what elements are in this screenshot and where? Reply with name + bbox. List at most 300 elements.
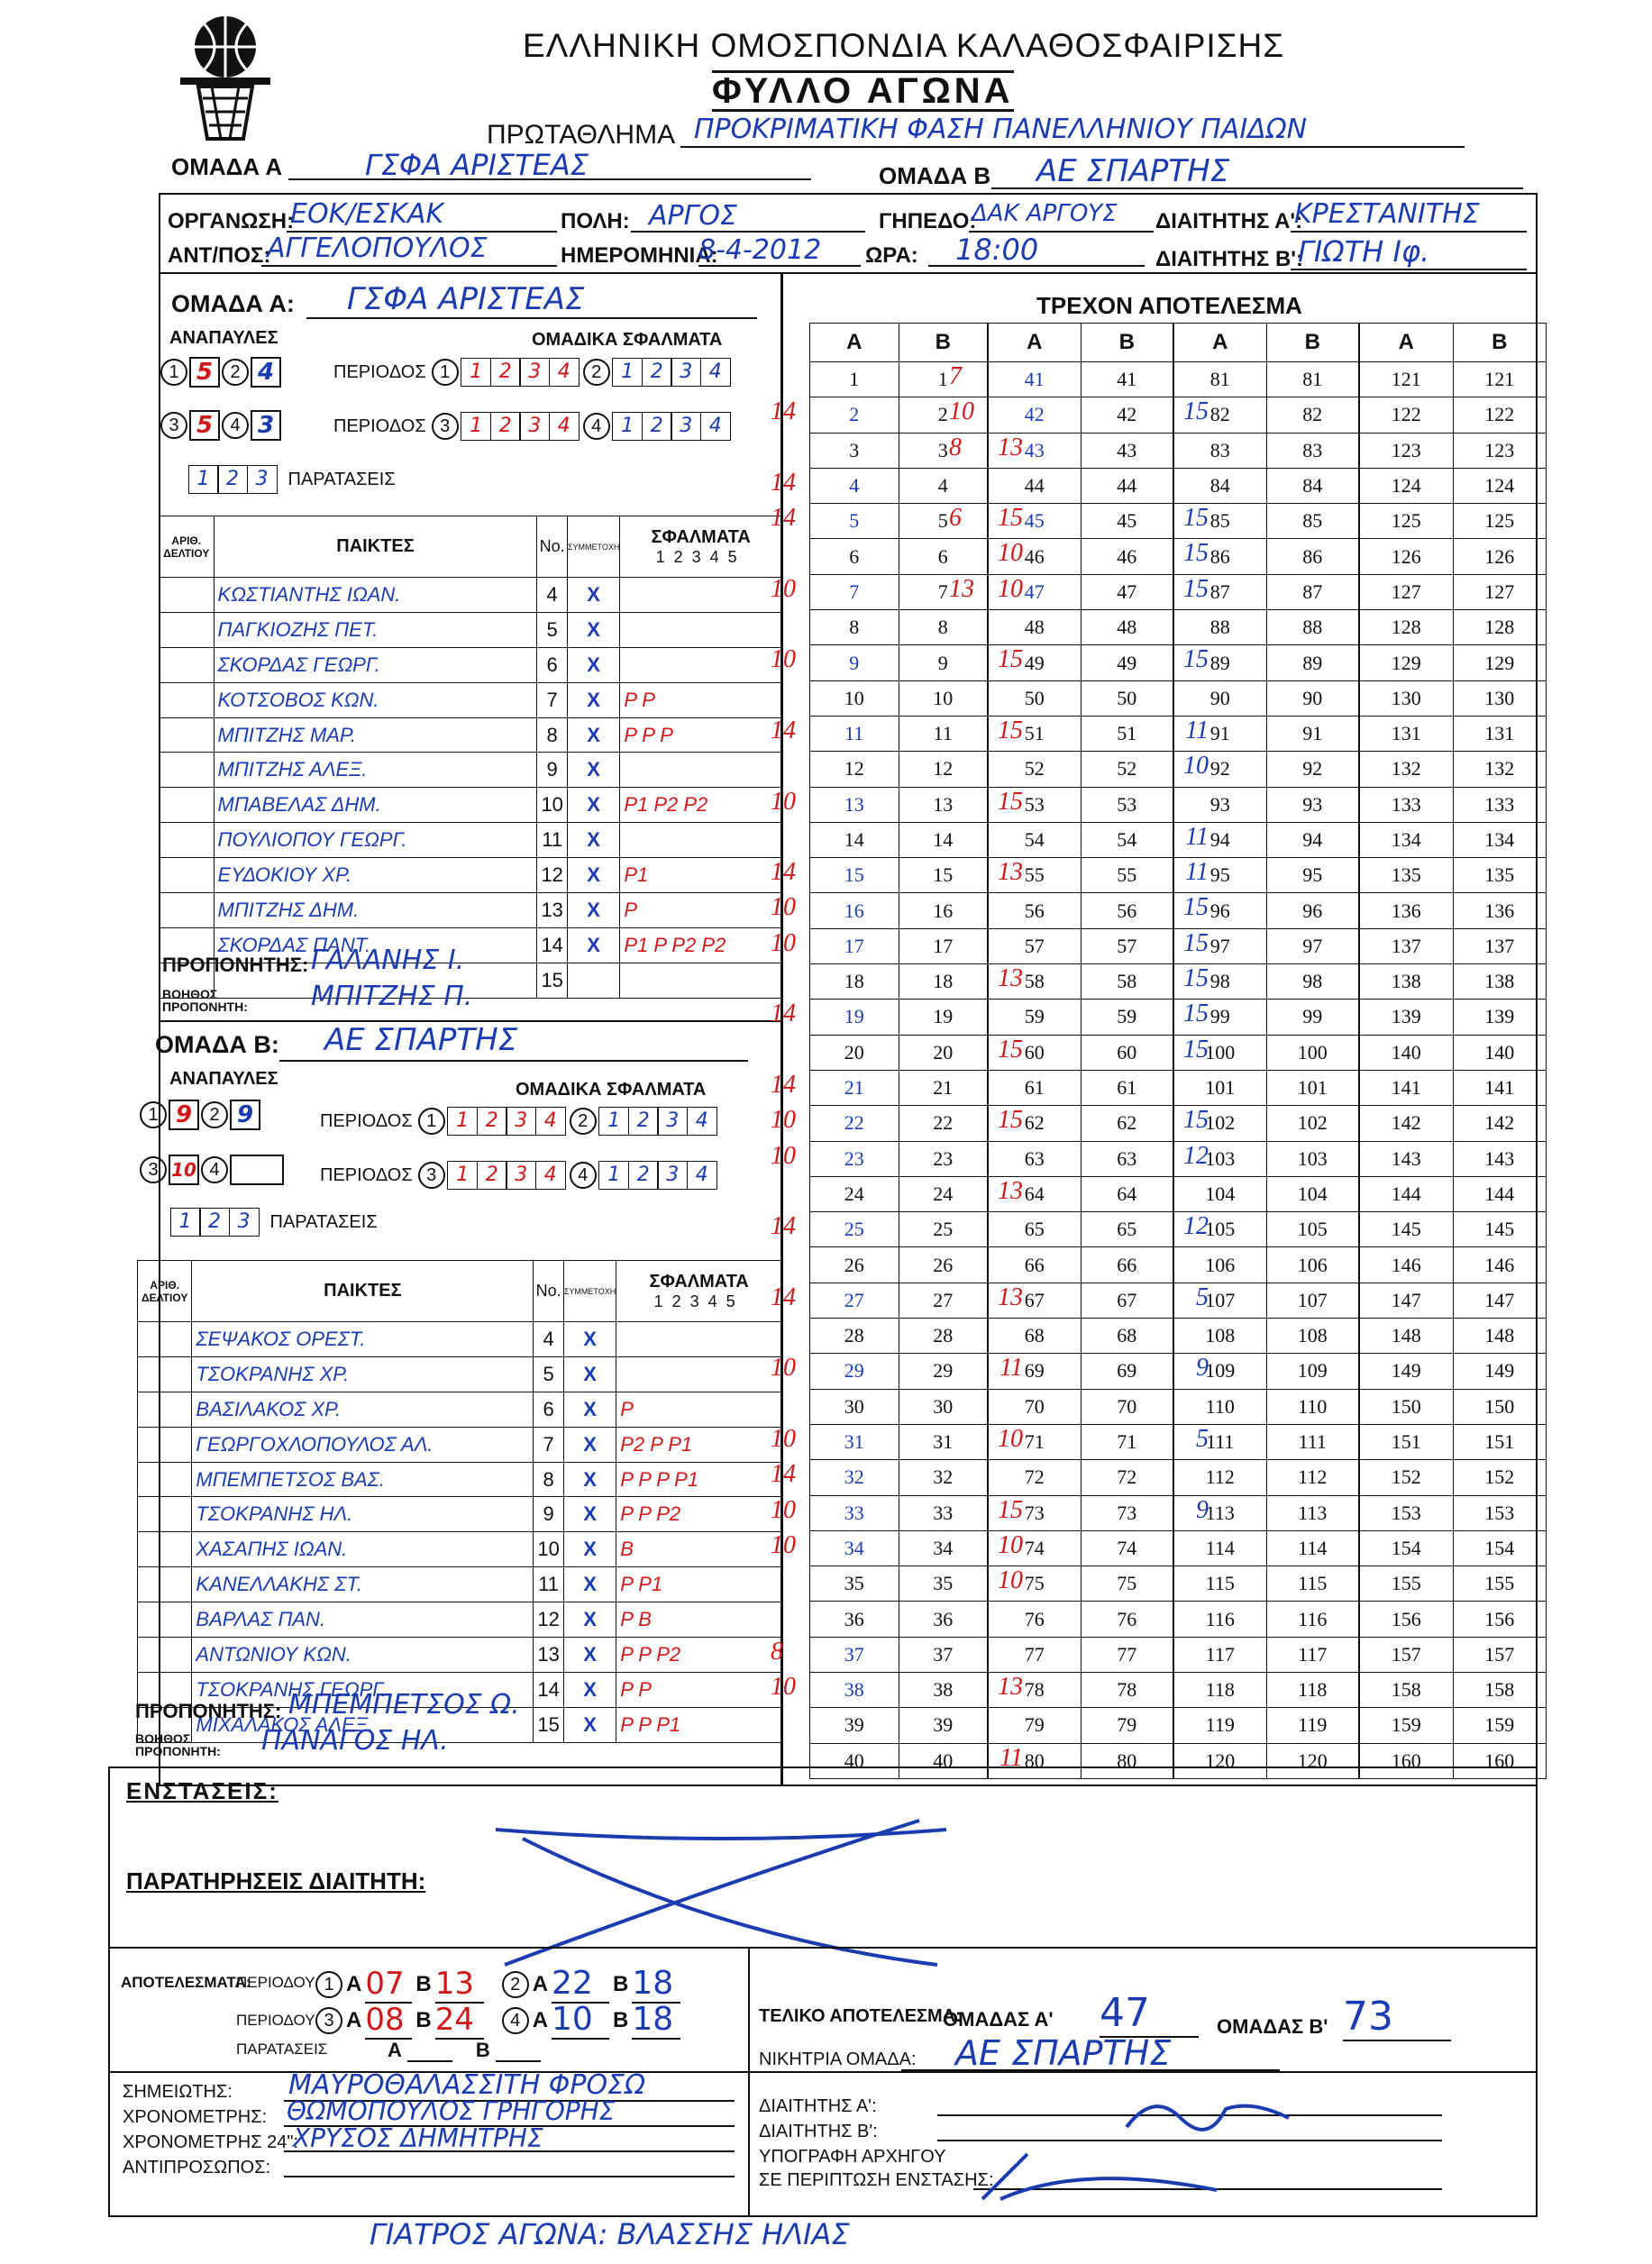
score-cell-b: 106	[1266, 1247, 1359, 1283]
score-row	[1174, 858, 1359, 893]
score-cell-a: 148	[1360, 1319, 1454, 1354]
score-cell-b: 26	[899, 1247, 988, 1283]
score-cell-a: 22 10	[810, 1106, 899, 1141]
participation-mark: X	[567, 682, 619, 717]
player-name: ΜΠΙΤΖΗΣ ΑΛΕΞ.	[214, 753, 537, 788]
score-cell-a: 129	[1360, 645, 1454, 680]
score-cell-a: 38 10	[810, 1672, 899, 1707]
score-cell-a: 25 14	[810, 1212, 899, 1247]
championship-label: ΠΡΩΤΑΘΛΗΜΑ	[487, 120, 676, 150]
score-row	[1360, 1424, 1547, 1459]
player-number: 9	[534, 1497, 563, 1532]
score-cell-b: 87	[1266, 574, 1359, 609]
scorer-player-number: 10	[771, 1424, 796, 1453]
score-row	[1360, 1319, 1547, 1354]
score-row	[989, 928, 1173, 963]
team-b-value: ΑΕ ΣΠΑΡΤΗΣ	[1036, 153, 1230, 189]
score-cell-a: 86	[1174, 539, 1267, 574]
score-cell-a: 10	[810, 680, 899, 716]
score-cell-a: 85	[1174, 504, 1267, 539]
score-cell-a: 67	[989, 1283, 1082, 1318]
player-name: ΓΕΩΡΓΟΧΛΟΠΟΥΛΟΣ ΑΛ.	[192, 1427, 534, 1462]
score-row	[1174, 1672, 1359, 1707]
score-cell-a: 19 14	[810, 1000, 899, 1035]
score-cell-b: 42 15	[1081, 397, 1173, 433]
table-row	[138, 1602, 782, 1638]
score-cell-b: 111	[1266, 1424, 1359, 1459]
score-cell-b: 2	[899, 397, 988, 433]
score-row	[989, 1106, 1173, 1141]
scorer-player-number: 15	[1183, 397, 1209, 426]
player-number: 4	[534, 1322, 563, 1357]
scorer-player-number: 15	[998, 787, 1023, 816]
score-cell-a: 116	[1174, 1602, 1267, 1637]
participation-mark: X	[563, 1356, 616, 1392]
score-cell-a: 47 13	[989, 574, 1082, 609]
score-row	[1174, 964, 1359, 1000]
score-cell-b: 157	[1453, 1637, 1547, 1672]
score-cell-a: 3	[810, 433, 899, 468]
player-number: 8	[537, 717, 567, 753]
scorer-player-number: 10	[771, 1354, 796, 1383]
score-cell-a: 93	[1174, 787, 1267, 822]
scorer-player-number: 13	[998, 1176, 1023, 1205]
score-row	[989, 1070, 1173, 1105]
score-row	[810, 1283, 988, 1318]
referee-signature	[1118, 2082, 1298, 2145]
score-cell-b: 33 15	[899, 1495, 988, 1530]
player-name: ΜΠΑΒΕΛΑΣ ΔΗΜ.	[214, 788, 537, 823]
score-cell-a: 69	[989, 1354, 1082, 1389]
score-row	[1174, 1708, 1359, 1743]
score-cell-a: 107	[1174, 1283, 1267, 1318]
score-row	[1174, 433, 1359, 468]
score-row	[1360, 964, 1547, 1000]
score-col-a-header: Α	[1174, 324, 1267, 362]
team-b-assistant-label: ΒΟΗΘΟΣ ΠΡΟΠΟΝΗΤΗ:	[135, 1731, 221, 1758]
organization-label: ΟΡΓΑΝΩΣΗ:	[168, 209, 295, 233]
score-row	[1174, 1106, 1359, 1141]
score-cell-a: 114	[1174, 1530, 1267, 1566]
score-row	[1360, 362, 1547, 397]
score-cell-b: 29 11	[899, 1354, 988, 1389]
scorer-player-number: 15	[1183, 574, 1209, 603]
scorer-player-number: 8	[949, 433, 962, 461]
scorer-player-number: 5	[1196, 1424, 1209, 1453]
score-cell-b: 55 11	[1081, 858, 1173, 893]
player-fouls: P1 P P2 P2	[620, 927, 782, 963]
date-value: 8-4-2012	[698, 234, 822, 266]
player-name: ΧΑΣΑΠΗΣ ΙΩΑΝ.	[192, 1532, 534, 1567]
score-row	[1360, 539, 1547, 574]
score-cell-b: 37	[899, 1637, 988, 1672]
captain-sign-label: ΥΠΟΓΡΑΦΗ ΑΡΧΗΓΟΥ	[759, 2147, 946, 2167]
scorer-player-number: 13	[998, 964, 1023, 993]
license-cell	[138, 1322, 192, 1357]
score-col-a-header: Α	[810, 324, 899, 362]
table-row	[138, 1392, 782, 1427]
score-cell-a: 70	[989, 1389, 1082, 1424]
table-row	[160, 578, 782, 613]
score-cell-b: 8	[899, 610, 988, 645]
score-row	[989, 539, 1173, 574]
scorer-player-number: 13	[998, 1283, 1023, 1311]
score-row	[810, 787, 988, 822]
score-cell-b: 79	[1081, 1708, 1173, 1743]
score-cell-a: 62	[989, 1106, 1082, 1141]
score-row	[810, 1106, 988, 1141]
player-number: 13	[534, 1638, 563, 1673]
score-cell-a: 8	[810, 610, 899, 645]
score-cell-b: 62 15	[1081, 1106, 1173, 1141]
score-cell-a: 141	[1360, 1070, 1454, 1105]
score-row	[810, 1530, 988, 1566]
score-cell-b: 71 5	[1081, 1424, 1173, 1459]
table-row	[160, 788, 782, 823]
player-fouls: P	[620, 893, 782, 928]
score-row	[1174, 1000, 1359, 1035]
scorer-player-number: 14	[771, 1283, 796, 1311]
score-cell-a: 139	[1360, 1000, 1454, 1035]
score-cell-b: 19	[899, 1000, 988, 1035]
score-row	[1360, 1106, 1547, 1141]
score-cell-a: 105	[1174, 1212, 1267, 1247]
license-cell	[138, 1567, 192, 1602]
score-row	[1174, 1566, 1359, 1602]
score-cell-b: 10	[899, 680, 988, 716]
score-row	[989, 468, 1173, 503]
score-cell-a: 1	[810, 362, 899, 397]
team-b-team-fouls-p12: ΠΕΡΙΟΔΟΣ 1 1 2 3 4 2 1 2 3 4	[320, 1107, 717, 1136]
score-cell-b: 135	[1453, 858, 1547, 893]
player-fouls: B	[616, 1532, 782, 1567]
score-cell-a: 146	[1360, 1247, 1454, 1283]
player-number: 13	[537, 893, 567, 928]
player-fouls: P1 P2 P2	[620, 788, 782, 823]
table-row	[160, 717, 782, 753]
score-cell-a: 115	[1174, 1566, 1267, 1602]
score-cell-a: 89	[1174, 645, 1267, 680]
score-cell-a: 149	[1360, 1354, 1454, 1389]
score-cell-a: 123	[1360, 433, 1454, 468]
final-team-a-label: ΟΜΑΔΑΣ Α'	[943, 2008, 1054, 2031]
score-row	[989, 752, 1173, 787]
score-cell-b: 81	[1266, 362, 1359, 397]
score-cell-b: 38 13	[899, 1672, 988, 1707]
score-cell-a: 97	[1174, 928, 1267, 963]
player-fouls	[620, 578, 782, 613]
city-value: ΑΡΓΟΣ	[649, 200, 737, 232]
score-row	[1360, 1247, 1547, 1283]
captain-signature	[973, 2145, 1226, 2208]
score-cell-a: 48	[989, 610, 1082, 645]
scorer-player-number: 14	[771, 716, 796, 744]
scorer-label: ΣΗΜΕΙΩΤΗΣ:	[123, 2082, 233, 2102]
score-cell-a: 87	[1174, 574, 1267, 609]
score-cell-b: 133	[1453, 787, 1547, 822]
score-row	[989, 1637, 1173, 1672]
score-row	[810, 928, 988, 963]
score-cell-a: 82	[1174, 397, 1267, 433]
federation-logo	[171, 13, 279, 143]
player-fouls	[620, 963, 782, 998]
table-row	[160, 612, 782, 647]
score-cell-a: 158	[1360, 1672, 1454, 1707]
player-fouls: P P P2	[616, 1638, 782, 1673]
timeout-value: 9	[230, 1100, 260, 1130]
team-a-coach-label: ΠΡΟΠΟΝΗΤΗΣ:	[162, 954, 309, 976]
score-cell-b: 85	[1266, 504, 1359, 539]
score-cell-b: 52 10	[1081, 752, 1173, 787]
col-no: No.	[534, 1261, 563, 1322]
participation-mark: X	[567, 893, 619, 928]
score-cell-a: 49	[989, 645, 1082, 680]
score-cell-b: 44	[1081, 468, 1173, 503]
final-score-label: ΤΕΛΙΚΟ ΑΠΟΤΕΛΕΣΜΑ:	[759, 2006, 962, 2026]
score-cell-a: 44	[989, 468, 1082, 503]
team-a-team-fouls-p12: ΠΕΡΙΟΔΟΣ 1 1 2 3 4 2 1 2 3 4	[333, 358, 731, 387]
score-cell-b: 150	[1453, 1389, 1547, 1424]
score-row	[810, 680, 988, 716]
score-row	[1360, 504, 1547, 539]
table-row	[138, 1427, 782, 1462]
results-period-label-2: ΠΕΡΙΟΔΟΥ	[236, 2012, 315, 2029]
score-row	[810, 1212, 988, 1247]
participation-mark: X	[563, 1392, 616, 1427]
score-row	[1174, 822, 1359, 857]
license-cell	[138, 1638, 192, 1673]
team-b-team-fouls-p34: ΠΕΡΙΟΔΟΣ 3 1 2 3 4 4 1 2 3 4	[320, 1161, 717, 1190]
license-cell	[160, 753, 214, 788]
score-row	[1174, 1495, 1359, 1530]
results-overtime-label: ΠΑΡΑΤΑΣΕΙΣ	[236, 2040, 328, 2058]
score-row	[1174, 787, 1359, 822]
score-cell-a: 122	[1360, 397, 1454, 433]
score-cell-a: 133	[1360, 787, 1454, 822]
score-cell-b: 80	[1081, 1743, 1173, 1778]
score-row	[989, 1602, 1173, 1637]
score-cell-a: 125	[1360, 504, 1454, 539]
score-row	[1174, 1460, 1359, 1495]
score-cell-a: 79	[989, 1708, 1082, 1743]
score-cell-a: 33 10	[810, 1495, 899, 1530]
player-number: 15	[534, 1707, 563, 1742]
participation-mark: X	[567, 823, 619, 858]
table-row	[160, 823, 782, 858]
date-label: ΗΜΕΡΟΜΗΝΙΑ:	[561, 243, 718, 268]
score-row	[1360, 1389, 1547, 1424]
col-players: ΠΑΙΚΤΕΣ	[192, 1261, 534, 1322]
score-cell-b: 82	[1266, 397, 1359, 433]
scorer-player-number: 14	[771, 1460, 796, 1489]
scorer-player-number: 10	[771, 574, 796, 603]
scorer-player-number: 10	[771, 1672, 796, 1701]
table-row	[138, 1532, 782, 1567]
participation-mark	[567, 963, 619, 998]
score-cell-b: 115	[1266, 1566, 1359, 1602]
player-number: 10	[537, 788, 567, 823]
running-score-title: ΤΡΕΧΟΝ ΑΠΟΤΕΛΕΣΜΑ	[1036, 292, 1302, 319]
scorer-player-number: 14	[771, 1212, 796, 1241]
score-cell-b: 77	[1081, 1637, 1173, 1672]
score-cell-b: 129	[1453, 645, 1547, 680]
period-2-b-score: 18	[632, 1965, 680, 2004]
score-row	[989, 645, 1173, 680]
player-name: ΤΣΟΚΡΑΝΗΣ ΗΛ.	[192, 1497, 534, 1532]
score-cell-a: 127	[1360, 574, 1454, 609]
score-cell-b: 16	[899, 893, 988, 928]
score-cell-b: 149	[1453, 1354, 1547, 1389]
scorer-player-number: 15	[998, 716, 1023, 744]
score-cell-b: 21	[899, 1070, 988, 1105]
participation-mark: X	[563, 1322, 616, 1357]
score-row	[989, 397, 1173, 433]
scorer-player-number: 15	[1183, 645, 1209, 674]
score-cell-b: 65 12	[1081, 1212, 1173, 1247]
score-row	[1360, 1070, 1547, 1105]
score-row	[1360, 752, 1547, 787]
participation-mark: X	[563, 1672, 616, 1707]
score-cell-b: 68	[1081, 1319, 1173, 1354]
score-row	[1360, 1495, 1547, 1530]
timeout-value: 5	[189, 357, 220, 388]
score-cell-b: 49 15	[1081, 645, 1173, 680]
scorer-player-number: 10	[771, 1141, 796, 1170]
score-cell-a: 18	[810, 964, 899, 1000]
score-row	[1360, 1035, 1547, 1070]
period-1-b-score: 13	[435, 1966, 484, 2004]
scorer-player-number: 13	[949, 574, 974, 603]
score-cell-a: 73	[989, 1495, 1082, 1530]
score-cell-b: 92	[1266, 752, 1359, 787]
score-row	[1360, 1176, 1547, 1211]
score-cell-a: 150	[1360, 1389, 1454, 1424]
player-fouls: P P1	[616, 1567, 782, 1602]
score-cell-b: 78	[1081, 1672, 1173, 1707]
score-row	[989, 1176, 1173, 1211]
license-cell	[138, 1462, 192, 1497]
score-row	[1174, 1637, 1359, 1672]
score-cell-b: 73 9	[1081, 1495, 1173, 1530]
score-cell-b: 22 15	[899, 1106, 988, 1141]
player-name: ΜΠΕΜΠΕΤΣΟΣ ΒΑΣ.	[192, 1462, 534, 1497]
score-row	[1174, 1283, 1359, 1318]
score-row	[810, 1637, 988, 1672]
participation-mark: X	[563, 1707, 616, 1742]
player-fouls: P P P	[620, 717, 782, 753]
player-name: ΜΠΙΤΖΗΣ ΔΗΜ.	[214, 893, 537, 928]
score-col-b-header: Β	[1453, 324, 1547, 362]
score-cell-b: 24 13	[899, 1176, 988, 1211]
score-cell-a: 110	[1174, 1389, 1267, 1424]
player-name: ΒΑΡΛΑΣ ΠΑΝ.	[192, 1602, 534, 1638]
score-row	[810, 1000, 988, 1035]
score-row	[1174, 1247, 1359, 1283]
score-cell-b: 46 15	[1081, 539, 1173, 574]
score-cell-a: 102	[1174, 1106, 1267, 1141]
score-row	[810, 752, 988, 787]
score-row	[1174, 1354, 1359, 1389]
score-cell-a: 72	[989, 1460, 1082, 1495]
referee-b-value: ΓΙΩΤΗ Ιφ.	[1298, 234, 1430, 269]
score-cell-a: 152	[1360, 1460, 1454, 1495]
score-cell-a: 16 10	[810, 893, 899, 928]
participation-mark: X	[567, 717, 619, 753]
scorer-player-number: 10	[771, 1106, 796, 1135]
score-cell-a: 58	[989, 964, 1082, 1000]
player-number: 5	[537, 612, 567, 647]
score-row	[989, 610, 1173, 645]
score-cell-a: 39	[810, 1708, 899, 1743]
timer24-value: ΧΡΥΣΟΣ ΔΗΜΗΤΡΗΣ	[293, 2123, 543, 2153]
col-license: ΑΡΙΘ. ΔΕΛΤΙΟΥ	[138, 1261, 192, 1322]
player-fouls	[620, 612, 782, 647]
score-cell-b: 40 11	[899, 1743, 988, 1778]
score-cell-b: 117	[1266, 1637, 1359, 1672]
scorer-player-number: 10	[1183, 752, 1209, 781]
scorer-player-number: 15	[998, 1106, 1023, 1135]
score-row	[989, 1319, 1173, 1354]
score-row	[1360, 1354, 1547, 1389]
participation-mark: X	[567, 858, 619, 893]
player-fouls: P	[616, 1392, 782, 1427]
score-row	[989, 1708, 1173, 1743]
team-a-players-table	[159, 516, 782, 999]
score-cell-a: 90	[1174, 680, 1267, 716]
score-cell-b: 89	[1266, 645, 1359, 680]
score-cell-a: 106	[1174, 1247, 1267, 1283]
score-cell-b: 159	[1453, 1708, 1547, 1743]
scorer-player-number: 13	[998, 433, 1023, 461]
team-a-overtime: 1 2 3 ΠΑΡΑΤΑΣΕΙΣ	[189, 465, 396, 494]
scorer-player-number: 15	[1183, 1035, 1209, 1064]
score-cell-a: 71	[989, 1424, 1082, 1459]
score-cell-b: 66	[1081, 1247, 1173, 1283]
license-cell	[160, 647, 214, 682]
participation-mark: X	[567, 927, 619, 963]
license-cell	[138, 1532, 192, 1567]
player-name: ΒΑΣΙΛΑΚΟΣ ΧΡ.	[192, 1392, 534, 1427]
score-cell-b: 104	[1266, 1176, 1359, 1211]
scorer-player-number: 13	[998, 858, 1023, 887]
score-cell-b: 53	[1081, 787, 1173, 822]
score-cell-b: 61	[1081, 1070, 1173, 1105]
score-row	[989, 1247, 1173, 1283]
score-row	[1174, 1176, 1359, 1211]
score-cell-b: 131	[1453, 716, 1547, 751]
score-cell-a: 51	[989, 716, 1082, 751]
player-number: 11	[537, 823, 567, 858]
scorer-player-number: 15	[998, 645, 1023, 674]
scorer-player-number: 10	[998, 1566, 1023, 1595]
score-row	[1174, 504, 1359, 539]
score-cell-b: 4	[899, 468, 988, 503]
score-cell-b: 50	[1081, 680, 1173, 716]
score-cell-a: 74	[989, 1530, 1082, 1566]
player-fouls	[620, 647, 782, 682]
team-b-timeouts-row2: 3 10 4	[140, 1155, 284, 1185]
time-value: 18:00	[955, 233, 1039, 267]
team-a-assistant-value: ΜΠΙΤΖΗΣ Π.	[311, 981, 473, 1012]
score-cell-b: 154	[1453, 1530, 1547, 1566]
score-cell-a: 112	[1174, 1460, 1267, 1495]
col-participation: ΣΥΜΜΕΤΟΧΗ	[567, 516, 619, 578]
score-cell-a: 140	[1360, 1035, 1454, 1070]
player-name: ΕΥΔΟΚΙΟΥ ΧΡ.	[214, 858, 537, 893]
time-label: ΩΡΑ:	[865, 243, 918, 268]
score-cell-a: 92	[1174, 752, 1267, 787]
participation-mark: X	[567, 753, 619, 788]
